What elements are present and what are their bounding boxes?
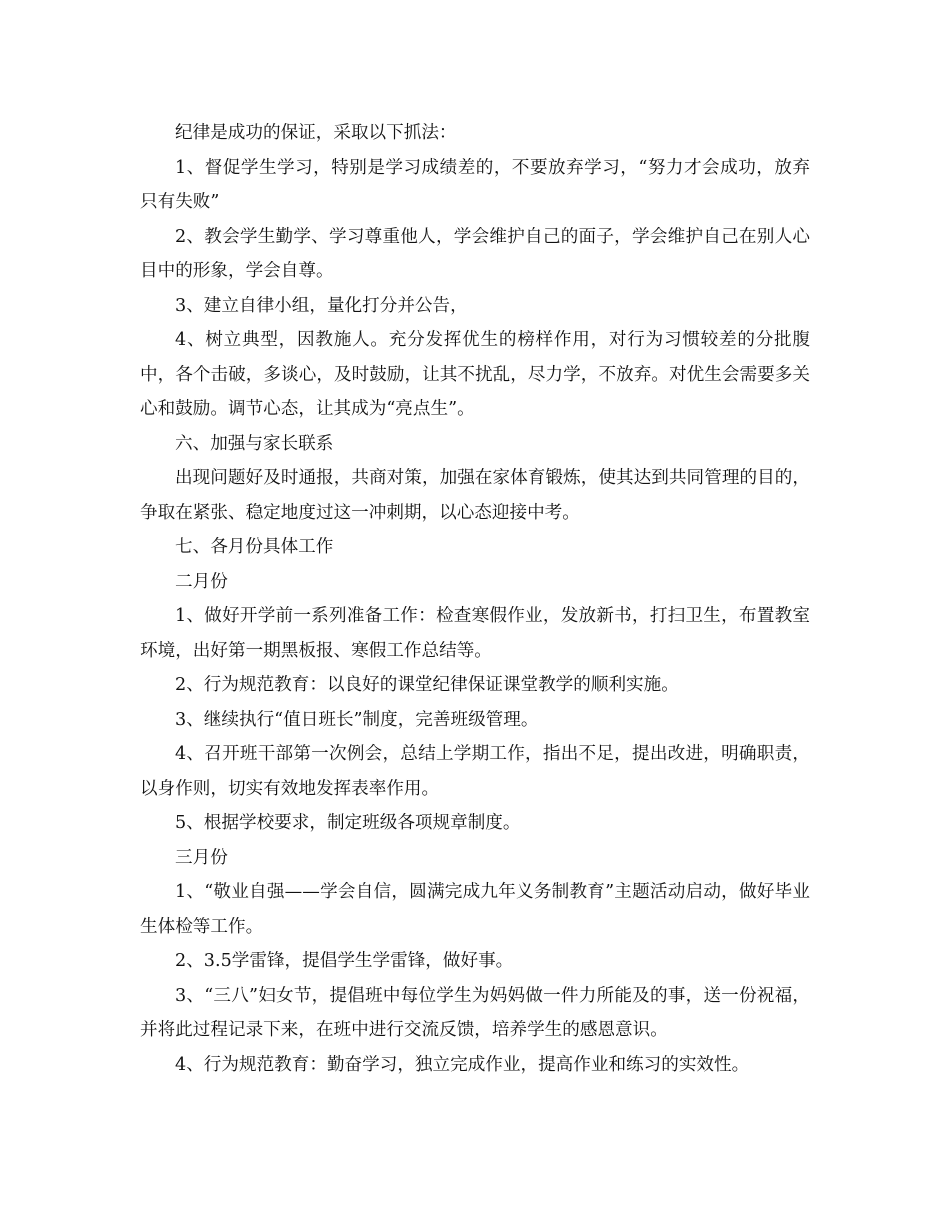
paragraph-item-3: 3、建立自律小组，量化打分并公告， xyxy=(175,295,468,316)
paragraph-item-2: 2、教会学生勤学、学习尊重他人，学会维护自己的面子，学会维护自己在别人心目中的形象，学会自尊。 xyxy=(140,226,810,281)
march-item-3: 3、“三八”妇女节，提倡班中每位学生为妈妈做一件力所能及的事，送一份祝福，并将此过程记录下来，在班中进行交流反馈，培养学生的感恩意识。 xyxy=(140,985,810,1040)
february-item-1: 1、做好开学前一系列准备工作：检查寒假作业，发放新书，打扫卫生，布置教室环境，出好第一期黑板报、寒假工作总结等。 xyxy=(140,606,810,661)
february-item-4: 4、召开班干部第一次例会，总结上学期工作，指出不足，提出改进，明确职责，以身作则，切实有效地发挥表率作用。 xyxy=(140,744,810,799)
document-body xyxy=(140,116,810,1082)
february-item-5: 5、根据学校要求，制定班级各项规章制度。 xyxy=(175,813,521,833)
february-item-3: 3、继续执行“值日班长”制度，完善班级管理。 xyxy=(175,709,539,730)
march-item-4: 4、行为规范教育：勤奋学习，独立完成作业，提高作业和练习的实效性。 xyxy=(175,1054,750,1075)
paragraph-item-1: 1、督促学生学习，特别是学习成绩差的，不要放弃学习，“努力才会成功，放弃只有失败” xyxy=(140,157,810,212)
paragraph-parent-contact: 出现问题好及时通报，共商对策，加强在家体育锻炼，使其达到共同管理的目的，争取在紧张、稳定地度过这一冲刺期，以心态迎接中考。 xyxy=(140,468,810,523)
paragraph-item-4: 4、树立典型，因教施人。充分发挥优生的榜样作用，对行为习惯较差的分批腹中，各个击破，多谈心，及时鼓励，让其不扰乱，尽力学，不放弃。对优生会需要多关心和鼓励。调节心态，让其成为“亮点生”。 xyxy=(140,330,810,419)
month-heading-march: 三月份 xyxy=(175,847,228,868)
month-heading-february: 二月份 xyxy=(175,571,228,592)
march-item-1: 1、“敬业自强——学会自信，圆满完成九年义务制教育”主题活动启动，做好毕业生体检等工作。 xyxy=(140,882,810,937)
march-item-2: 2、3.5学雷锋，提倡学生学雷锋，做好事。 xyxy=(175,951,514,971)
paragraph-discipline-intro: 纪律是成功的保证，采取以下抓法： xyxy=(175,123,457,143)
section-heading-parent-contact: 六、加强与家长联系 xyxy=(175,433,334,454)
section-heading-monthly-work: 七、各月份具体工作 xyxy=(175,537,334,557)
february-item-2: 2、行为规范教育：以良好的课堂纪律保证课堂教学的顺利实施。 xyxy=(175,675,679,695)
